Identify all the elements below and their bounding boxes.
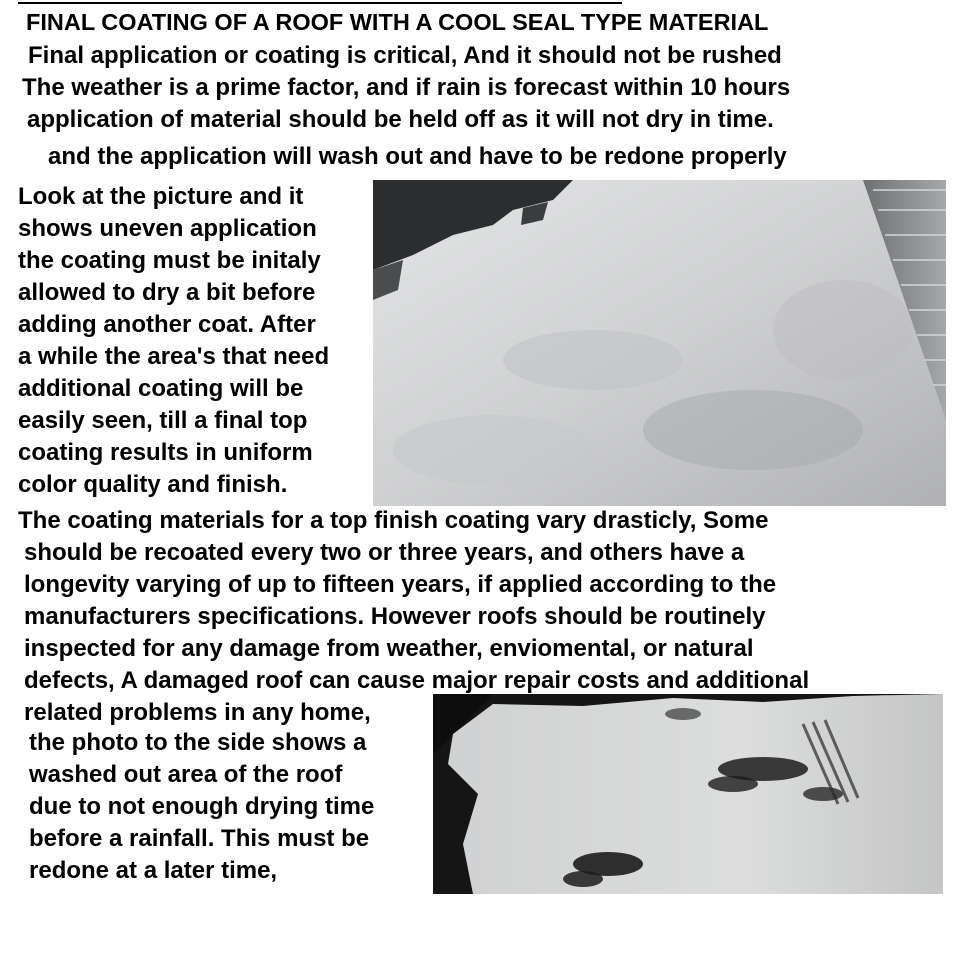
body-line: manufacturers specifications. However roofs should be routinely (24, 603, 766, 630)
intro-line: and the application will wash out and have to be redone properly (48, 143, 787, 170)
body-line: longevity varying of up to fifteen years, if applied according to the (24, 571, 777, 598)
intro-line: Final application or coating is critical, And it should not be rushed (28, 42, 782, 69)
body-line: defects, A damaged roof can cause major repair costs and additional (24, 667, 810, 694)
caption-line: redone at a later time, (29, 857, 278, 884)
body-line: inspected for any damage from weather, enviomental, or natural (24, 635, 754, 662)
caption-line: easily seen, till a final top (18, 407, 308, 434)
caption-line: additional coating will be (18, 375, 304, 402)
roof-photo-uneven-coating (373, 180, 946, 506)
body-line: The coating materials for a top finish coating vary drasticly, Some (18, 507, 769, 534)
roof-photo-washed-out (433, 694, 943, 894)
intro-line: application of material should be held off as it will not dry in time. (27, 106, 774, 133)
caption-line: related problems in any home, (24, 699, 371, 726)
body-line: should be recoated every two or three years, and others have a (24, 539, 745, 566)
caption-line: the coating must be initaly (18, 247, 321, 274)
caption-line: before a rainfall. This must be (29, 825, 370, 852)
page-title: FINAL COATING OF A ROOF WITH A COOL SEAL TYPE MATERIAL (26, 9, 769, 35)
caption-line: washed out area of the roof (29, 761, 343, 788)
caption-line: allowed to dry a bit before (18, 279, 316, 306)
caption-line: shows uneven application (18, 215, 317, 242)
caption-line: due to not enough drying time (29, 793, 375, 820)
caption-line: the photo to the side shows a (29, 729, 367, 756)
caption-line: Look at the picture and it (18, 183, 304, 210)
intro-line: The weather is a prime factor, and if rain is forecast within 10 hours (22, 74, 791, 101)
caption-line: color quality and finish. (18, 471, 288, 498)
top-rule (18, 2, 622, 4)
caption-line: adding another coat. After (18, 311, 316, 338)
caption-line: a while the area's that need (18, 343, 330, 370)
caption-line: coating results in uniform (18, 439, 313, 466)
